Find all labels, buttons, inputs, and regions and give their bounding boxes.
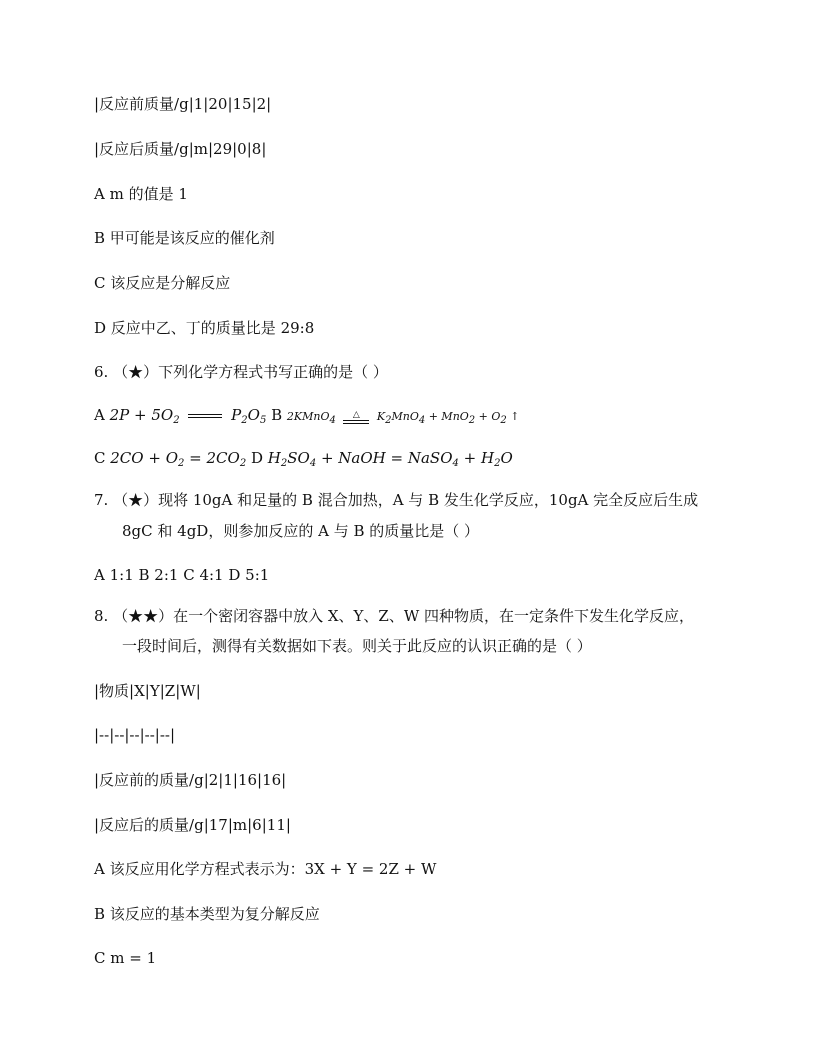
- q6-option-d-equation: $H_2SO_4$ + NaOH = NaSO$_4$ + $H_2O$: [267, 449, 513, 469]
- heating-equals-icon: △: [343, 411, 369, 424]
- q6-option-a-equation: $2P + 5O_2$ $P_2O_5$: [109, 406, 267, 426]
- q7-stem-line1: 7. （★）现将 10gA 和足量的 B 混合加热，A 与 B 发生化学反应，10gA 完全反应后生成: [94, 491, 699, 509]
- q6-options-ab: [94, 405, 520, 431]
- q8-table-separator: |--|--|--|--|--|: [94, 726, 176, 744]
- q5-option-a: A m 的值是 1: [94, 185, 188, 203]
- q7-options: A 1:1 B 2:1 C 4:1 D 5:1: [94, 566, 270, 584]
- q6-option-b-equation: 2KMnO$_4$ △ $K_2MnO_4 + MnO_2 + O_2$ ↑: [286, 409, 520, 426]
- q6-option-c-label: C: [94, 449, 106, 467]
- q5-option-c: C 该反应是分解反应: [94, 274, 231, 292]
- q8-stem-line1: 8. （★★）在一个密闭容器中放入 X、Y、Z、W 四种物质，在一定条件下发生化学反应，: [94, 607, 695, 625]
- q5-option-d: D 反应中乙、丁的质量比是 29:8: [94, 319, 315, 337]
- q8-stem-line2: 一段时间后，测得有关数据如下表。则关于此反应的认识正确的是（ ）: [122, 637, 592, 655]
- q6-stem: 6. （★）下列化学方程式书写正确的是（ ）: [94, 363, 388, 381]
- q6-option-d-label: D: [250, 449, 263, 467]
- q6-option-b-label: B: [271, 406, 283, 424]
- q8-table-row-after: |反应后的质量/g|17|m|6|11|: [94, 816, 291, 834]
- q8-table-header: |物质|X|Y|Z|W|: [94, 682, 201, 700]
- q5-option-b: B 甲可能是该反应的催化剂: [94, 229, 275, 247]
- table1-row-after: |反应后质量/g|m|29|0|8|: [94, 140, 267, 158]
- table1-row-before: |反应前质量/g|1|20|15|2|: [94, 95, 272, 113]
- equals-sign-icon: [188, 414, 222, 418]
- q8-table-row-before: |反应前的质量/g|2|1|16|16|: [94, 771, 287, 789]
- q6-option-c-equation: $2CO + O_2 = 2CO_2$: [110, 449, 247, 469]
- q8-option-c: C m = 1: [94, 949, 157, 967]
- q7-stem-line2: 8gC 和 4gD，则参加反应的 A 与 B 的质量比是（ ）: [122, 522, 480, 540]
- q6-option-a-label: A: [94, 406, 105, 424]
- q8-option-a: A 该反应用化学方程式表示为：3X + Y = 2Z + W: [94, 860, 437, 878]
- q8-option-b: B 该反应的基本类型为复分解反应: [94, 905, 320, 923]
- q6-options-cd: [94, 448, 513, 474]
